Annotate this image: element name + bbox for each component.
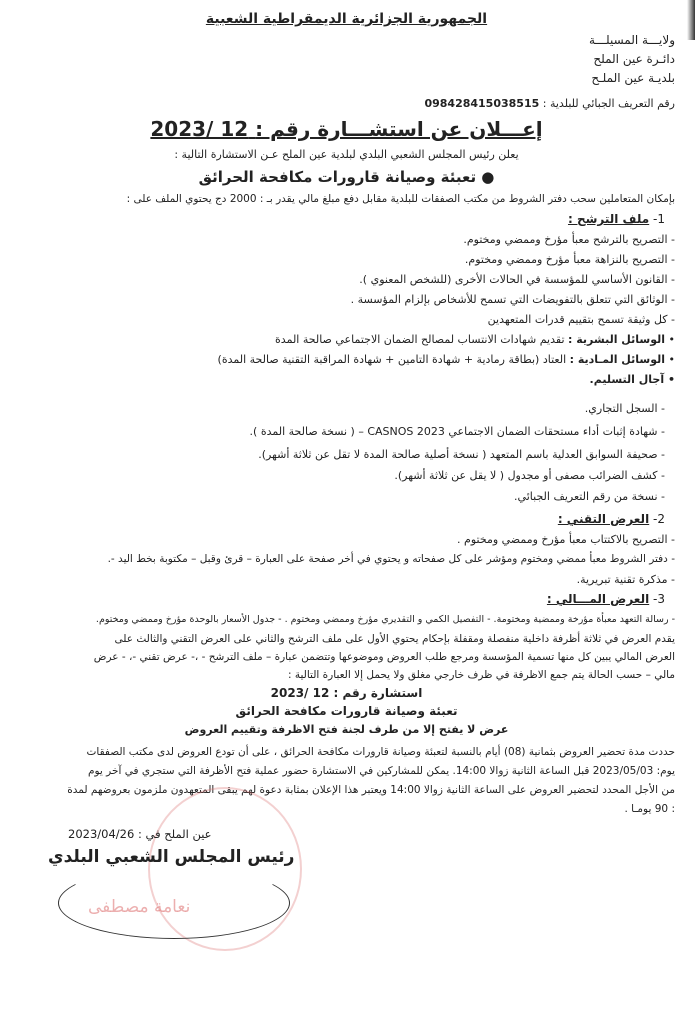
deadline-line: : 90 يومـا .	[624, 803, 675, 815]
section2-heading	[18, 512, 665, 527]
sub-item: - نسخة من رقم التعريف الجبائي.	[514, 490, 665, 503]
section3-number: 3-	[653, 592, 665, 606]
envelopes-line: يقدم العرض في ثلاثة أظرفة داخلية منفصلة ومقفلة بإحكام يحتوي الأول على ملف الترشح والثاني على العرض التقني والثالث على	[114, 633, 675, 645]
section1-item: - الوثائق التي تتعلق بالتفويضات التي تسمح للأشخاص بإلزام المؤسسة .	[350, 293, 675, 306]
section1-number: 1-	[653, 212, 665, 226]
section1-item: - كل وثيقة تسمح بتقييم قدرات المتعهدين	[487, 313, 675, 326]
place-date: عين الملح في : 2023/04/26	[68, 827, 212, 841]
footer	[18, 827, 675, 947]
section1-heading	[18, 212, 665, 227]
republic-header: الجمهورية الجزائرية الديمقراطية الشعبية	[205, 11, 488, 27]
signatory-title: رئيس المجلس الشعبي البلدي	[48, 847, 295, 867]
human-means-text: تقديم شهادات الانتساب لمصالح الضمان الاجتماعي صالحة المدة	[275, 333, 565, 346]
subject-text: تعبئة وصيانة قارورات مكافحة الحرائق	[198, 168, 477, 186]
section1-item: - التصريح بالنزاهة معبأ مؤرخ وممضي ومختوم.	[464, 253, 675, 266]
availability-text: بإمكان المتعاملين سحب دفتر الشروط من مكتب الصفقات للبلدية مقابل دفع مبلغ مالي يقدر بـ : 2000 دج يحتوي الملف على :	[126, 193, 675, 205]
tax-id-value: 098428415038515	[424, 97, 540, 110]
material-means: • الوسائل المـادية : العتاد (بطاقة رمادية + شهادة التامين + شهادة المراقبة التقنية صالحة المدة)	[217, 353, 675, 366]
wilaya: ولايـــة المسيلـــة	[589, 33, 675, 47]
title-text: إعـــلان عن استشـــارة رقم :	[255, 117, 543, 141]
envelopes-line: العرض المالي يبين كل منها تسمية المؤسسة ومرجع طلب العروض وموضوعها وتتضمن عبارة – ملف الترشح - ،- عرض تقني -، - عرض	[93, 651, 675, 663]
tax-id	[18, 96, 675, 111]
delivery-deadlines: • آجال التسليم.	[589, 373, 675, 386]
material-means-text: العتاد (بطاقة رمادية + شهادة التامين + شهادة المراقبة التقنية صالحة المدة)	[217, 353, 567, 366]
section2-item: - التصريح بالاكتتاب معبأ مؤرخ وممضي ومختوم .	[457, 533, 675, 546]
section2-title: العرض التقني :	[557, 512, 650, 526]
section1-item: - التصريح بالترشح معبأ مؤرخ وممضي ومختوم.	[463, 233, 675, 246]
human-means-label: الوسائل البشرية :	[568, 333, 665, 346]
envelope-ref: استشارة رقم : 12 /2023	[270, 686, 423, 700]
sub-item: - كشف الضرائب مصفى أو مجدول ( لا يقل عن ثلاثة أشهر).	[394, 469, 665, 482]
section3-heading	[18, 592, 665, 607]
section3-item: - رسالة التعهد معبأة مؤرخة وممضية ومختومة. - التفصيل الكمي و التقديري مؤرخ وممضي ومختوم . - جدول الأسعار بالوحدة مؤرخ وممضي ومختوم.	[95, 614, 675, 625]
section2-number: 2-	[653, 512, 665, 526]
intro: يعلن رئيس المجلس الشعبي البلدي لبلدية عين الملح عـن الاستشارة التالية :	[174, 148, 519, 161]
sub-item: - صحيفة السوابق العدلية باسم المتعهد ( نسخة أصلية صالحة المدة لا تقل عن ثلاثة أشهر).	[258, 448, 665, 461]
section3-title: العرض المـــالي :	[546, 592, 650, 606]
section1-title: ملف الترشح :	[567, 212, 650, 226]
sub-item: - شهادة إثبات أداء مستحقات الضمان الاجتماعي CASNOS 2023 – ( نسخة صالحة المدة ).	[249, 425, 665, 438]
deadline-line: من الأجل المحدد لتحضير العروض على الساعة الثانية زوالا 14:00 ويعتبر هذا الإعلان بمثابة دعوة لهم يبقى المتعهدون ملزمون بعروضهم لمدة	[67, 784, 675, 796]
deadline-line: حددت مدة تحضير العروض بثمانية (08) أيام بالنسبة لتعبئة وصيانة قارورات مكافحة الحرائق ، على أن تودع العروض لدى مكتب الصفقات	[86, 746, 675, 758]
envelope-subject: تعبئة وصيانة قارورات مكافحة الحرائق	[235, 704, 458, 718]
sub-item: - السجل التجاري.	[584, 402, 665, 415]
envelope-notice: عرض لا يفتح إلا من طرف لجنة فتح الاظرفة وتقييم العروض	[184, 723, 509, 736]
stamp-name: نعامة مصطفى	[88, 897, 191, 917]
envelopes-line: مالي – حسب الحالة يتم جمع الاظرفة في ظرف خارجي مغلق ولا يحمل إلا العبارة التالية :	[287, 669, 675, 681]
section1-item: - القانون الأساسي للمؤسسة في الحالات الأخرى (للشخص المعنوي ).	[359, 273, 675, 286]
tax-id-label: رقم التعريف الجبائي للبلدية :	[542, 97, 675, 110]
delivery-label: آجال التسليم.	[589, 373, 665, 386]
subject-title: ● تعبئة وصيانة قارورات مكافحة الحرائق	[198, 168, 495, 186]
commune: بلديـة عين الملـح	[591, 71, 675, 85]
title-number: 2023/ 12	[150, 117, 249, 141]
daira: دائـرة عين الملح	[593, 52, 675, 66]
announcement-title	[18, 116, 675, 142]
section2-item: - مذكرة تقنية تبريرية.	[576, 573, 675, 586]
human-means: • الوسائل البشرية : تقديم شهادات الانتساب لمصالح الضمان الاجتماعي صالحة المدة	[275, 333, 675, 346]
scan-edge	[687, 0, 695, 40]
deadline-line: يوم: 2023/05/03 قبل الساعة الثانية زوالا 14:00. يمكن للمشاركين في الاستشارة حضور عملية فتح الأظرفة التي ستجري في آخر يوم	[87, 765, 675, 777]
material-means-label: الوسائل المـادية :	[569, 353, 665, 366]
section2-item: - دفتر الشروط معبأ ممضي ومختوم ومؤشر على كل صفحاته و يحتوي في أخر صفحة على العبارة – قرئ وقبل – مكتوبة بخط اليد -.	[107, 553, 675, 565]
